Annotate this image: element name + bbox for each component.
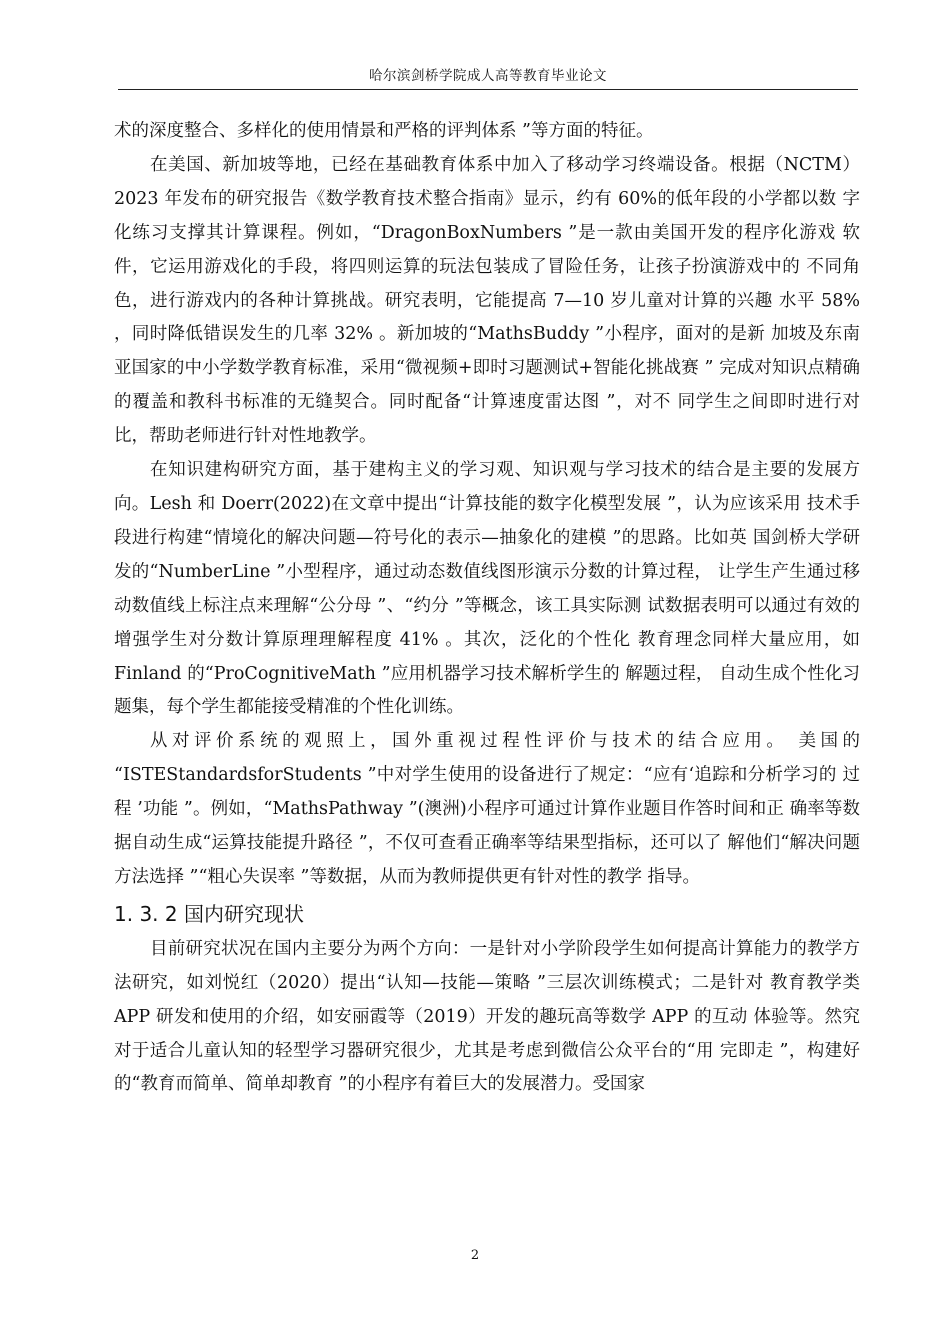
paragraph: 从对评价系统的观照上，国外重视过程性评价与技术的结合应用。 美国的 “ISTEStandardsforStudents ”中对学生使用的设备进行了规定：“应有‘追踪和分析学习的 过程 ’功能 ”。例如，“MathsPathway ”(澳洲)小程序可通过计算作业题目作答时间和正 确率等数据自动生成“运算技能提升路径 ”，不仅可查看正确率等结果型指标，还可以了 解他们“解决问题方法选择 ”“粗心失误率 ”等数据，从而为教师提供更有针对性的教学 指导。 [114, 731, 860, 887]
page-number: 2 [470, 1248, 480, 1263]
section-heading: 1. 3. 2 国内研究现状 [114, 901, 304, 926]
page-header: 哈尔滨剑桥学院成人高等教育毕业论文 [369, 68, 607, 84]
paragraph: 术的深度整合、多样化的使用情景和严格的评判体系 ”等方面的特征。 [114, 121, 654, 141]
document-body [114, 115, 860, 1102]
paragraph: 在美国、新加坡等地，已经在基础教育体系中加入了移动学习终端设备。根据（NCTM） 2023 年发布的研究报告《数学教育技术整合指南》显示，约有 60%的低年段的小学都以数 字化练习支撑其计算课程。例如，“DragonBoxNumbers ”是一款由美国开发的程序化游戏 软件，它运用游戏化的手段，将四则运算的玩法包装成了冒险任务，让孩子扮演游戏中的 不同角色，进行游戏内的各种计算挑战。研究表明，它能提高 7—10 岁儿童对计算的兴趣 水平 58% ，同时降低错误发生的几率 32% 。新加坡的“MathsBuddy ”小程序，面对的是新 加坡及东南亚国家的中小学数学教育标准，采用“微视频+即时习题测试+智能化挑战赛 ” 完成对知识点精确的覆盖和教科书标准的无缝契合。同时配备“计算速度雷达图 ”，对不 同学生之间即时进行对比，帮助老师进行针对性地教学。 [114, 154, 860, 447]
header-divider [118, 89, 858, 90]
paragraph: 在知识建构研究方面，基于建构主义的学习观、知识观与学习技术的结合是主要的发展方向。Lesh 和 Doerr(2022)在文章中提出“计算技能的数字化模型发展 ”，认为应该采用 技术手段进行构建“情境化的解决问题—符号化的表示—抽象化的建模 ”的思路。比如英 国剑桥大学研发的“NumberLine ”小型程序，通过动态数值线图形演示分数的计算过程， 让学生产生通过移动数值线上标注点来理解“公分母 ”、“约分 ”等概念，该工具实际测 试数据表明可以通过有效的增强学生对分数计算原理理解程度 41% 。其次，泛化的个性化 教育理念同样大量应用，如 Finland 的“ProCognitiveMath ”应用机器学习技术解析学生的 解题过程， 自动生成个性化习题集，每个学生都能接受精准的个性化训练。 [114, 460, 860, 718]
paragraph: 目前研究状况在国内主要分为两个方向：一是针对小学阶段学生如何提高计算能力的教学方法研究，如刘悦红（2020）提出“认知—技能—策略 ”三层次训练模式；二是针对 教育教学类 APP 研发和使用的介绍，如安丽霞等（2019）开发的趣玩高等数学 APP 的互动 体验等。然究对于适合儿童认知的轻型学习器研究很少，尤其是考虑到微信公众平台的“用 完即走 ”，构建好的“教育而简单、简单却教育 ”的小程序有着巨大的发展潜力。受国家 [114, 938, 860, 1095]
